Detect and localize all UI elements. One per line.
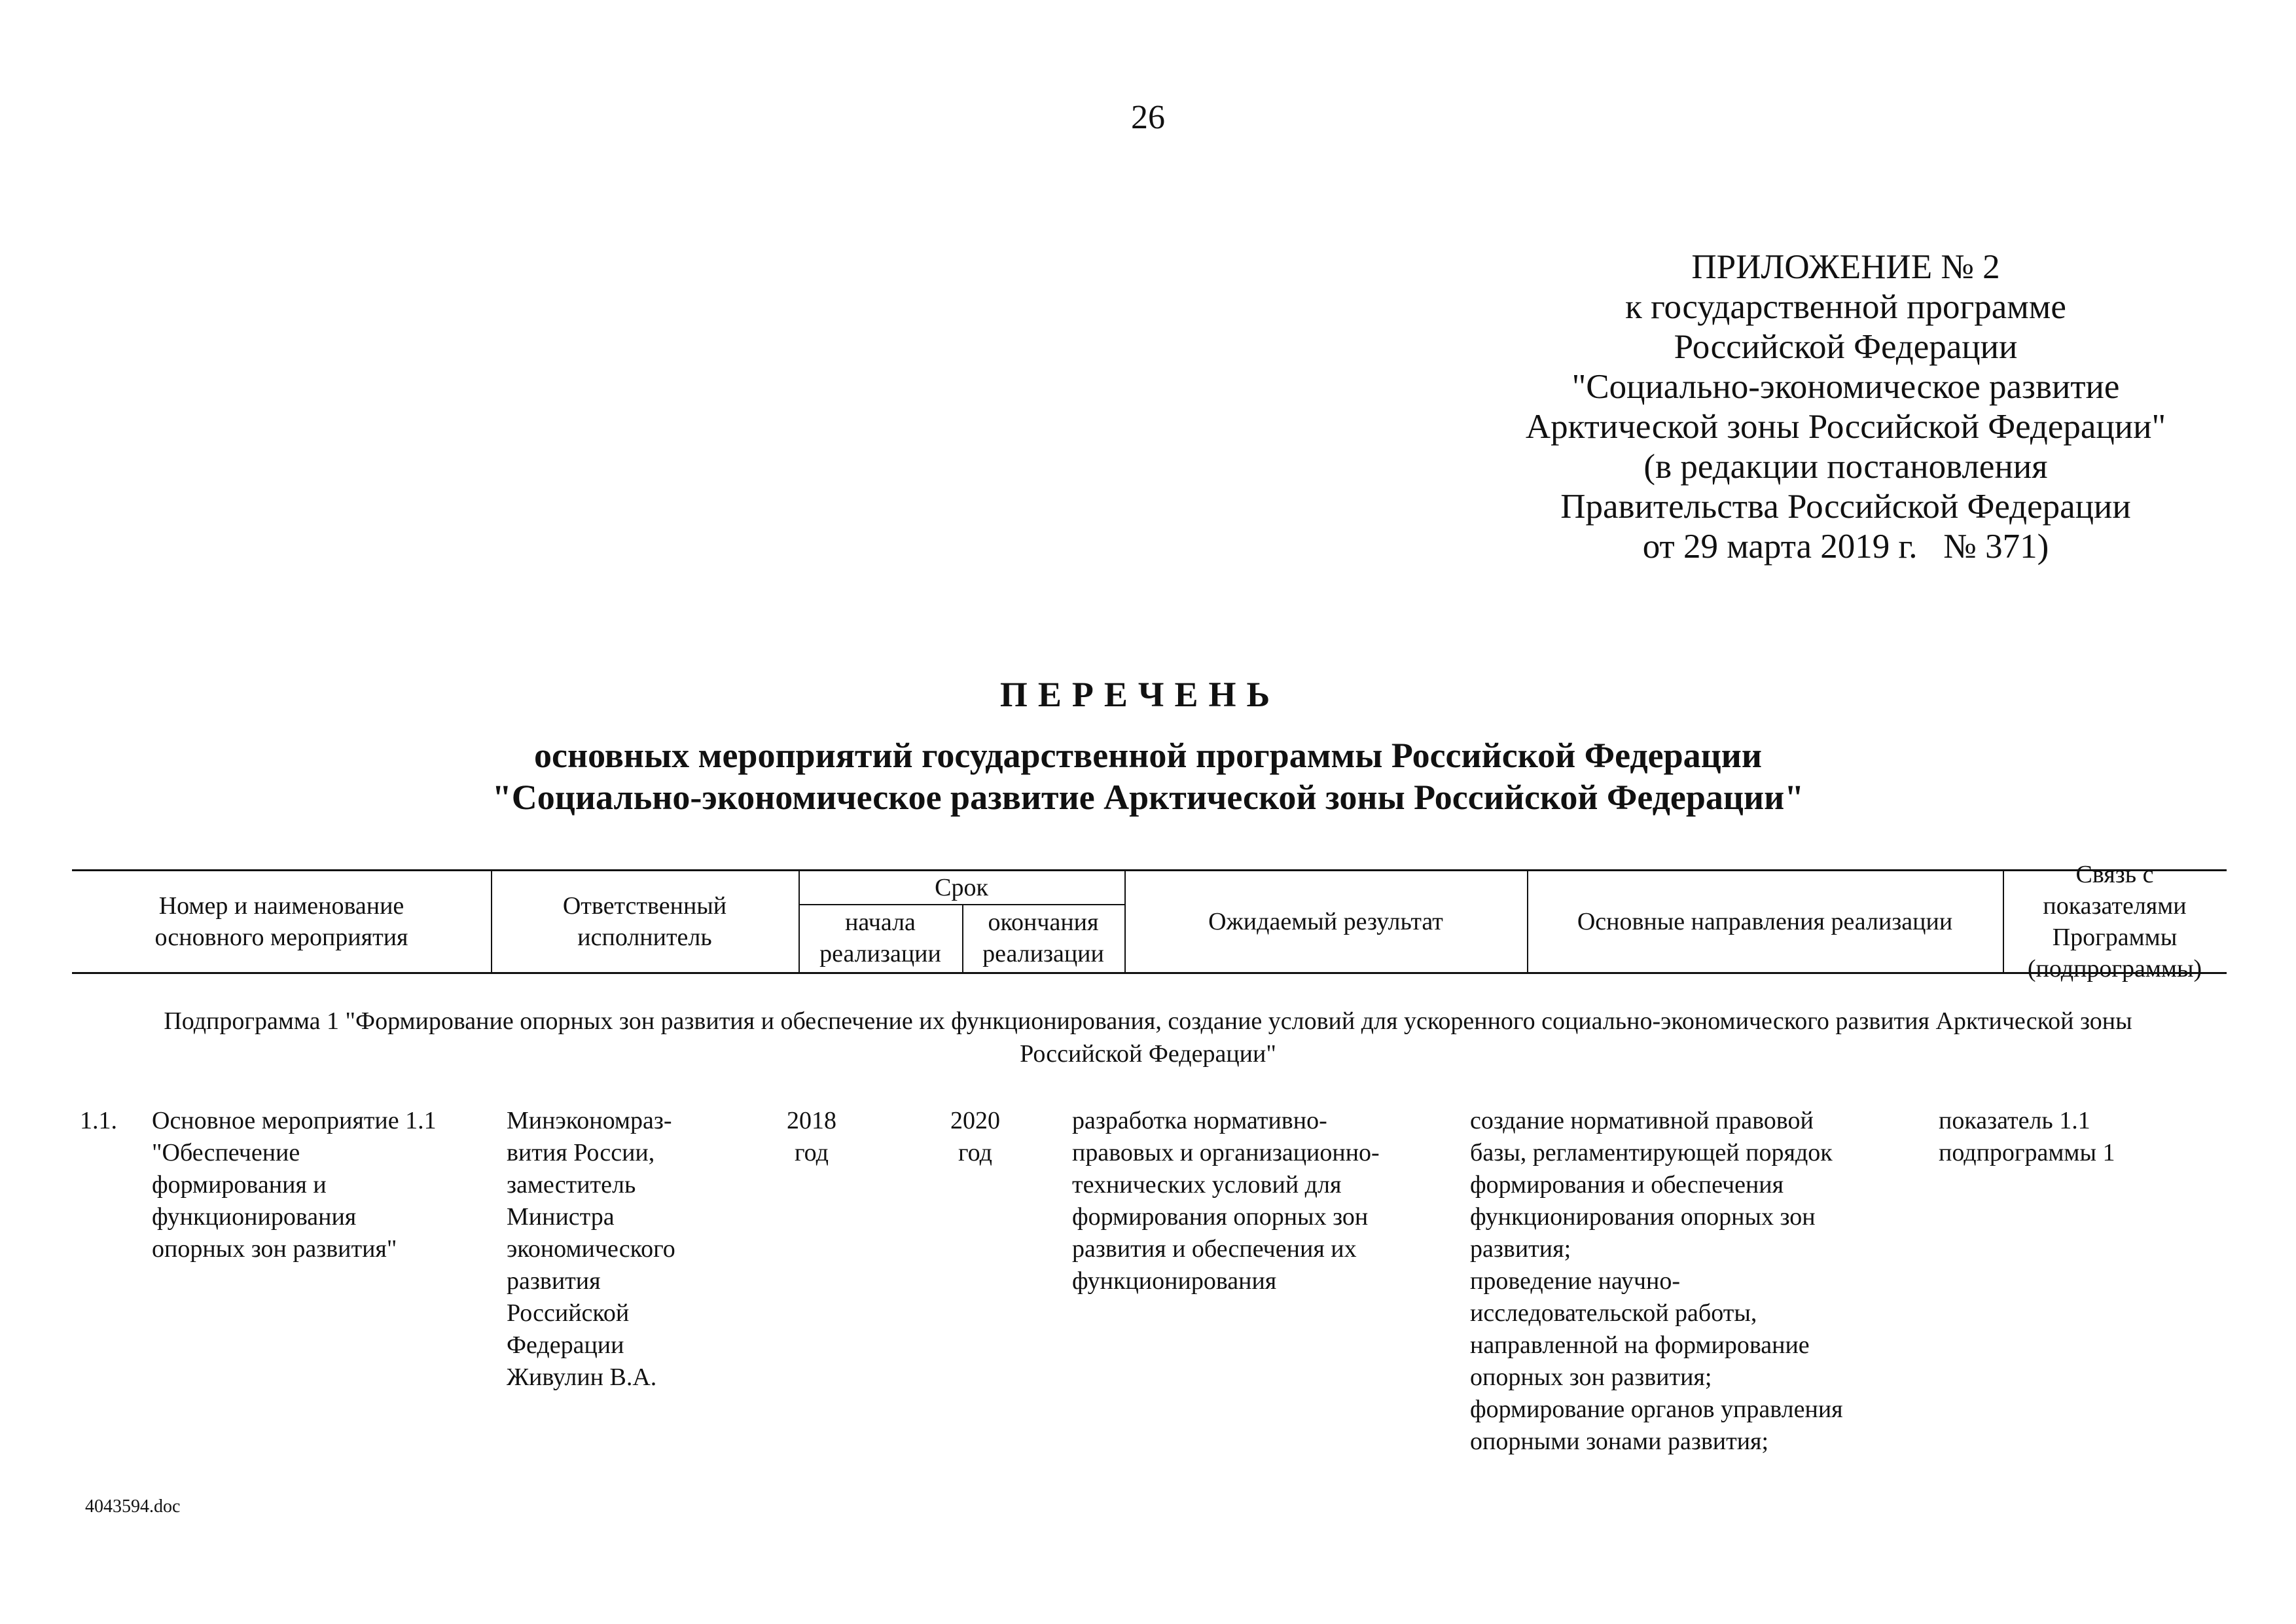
appendix-line: ПРИЛОЖЕНИЕ № 2 <box>1691 248 2000 286</box>
document-title: ПЕРЕЧЕНЬ <box>999 675 1281 714</box>
document-file-code: 4043594.doc <box>85 1496 181 1517</box>
appendix-line: Арктической зоны Российской Федерации" <box>1525 408 2166 446</box>
document-subtitle <box>363 734 1933 818</box>
row-number: 1.1. <box>80 1107 117 1134</box>
row-measure-name: Основное мероприятие 1.1 "Обеспечение формирования и функционирования опорных зон развития" <box>152 1107 437 1263</box>
row-executor: Минэкономраз- вития России, заместитель Министра экономического развития Российской Федерации Живулин В.А. <box>507 1107 675 1391</box>
header-start: начала реализации <box>819 909 941 967</box>
appendix-header <box>1420 247 2271 567</box>
row-start-year: 2018 год <box>787 1107 836 1166</box>
appendix-line: Правительства Российской Федерации <box>1560 488 2131 526</box>
measures-table <box>72 861 2227 983</box>
header-indicators: Связь с показателями Программы (подпрограммы) <box>2027 861 2202 983</box>
row-end-year: 2020 год <box>950 1107 1000 1166</box>
row-indicators: показатель 1.1 подпрограммы 1 <box>1939 1107 2115 1166</box>
appendix-line: "Социально-экономическое развитие <box>1571 368 2120 406</box>
header-executor: Ответственный исполнитель <box>562 892 727 951</box>
subtitle-line: основных мероприятий государственной программы Российской Федерации <box>533 736 1763 775</box>
table-header <box>72 861 2227 983</box>
header-end: окончания реализации <box>982 909 1104 967</box>
subtitle-line: "Социально-экономическое развитие Арктической зоны Российской Федерации" <box>492 778 1804 817</box>
header-name: Номер и наименование основного мероприятия <box>154 892 408 951</box>
row-expected-result: разработка нормативно- правовых и организационно- технических условий для формирования опорных зон развития и обеспечения их функционирования <box>1072 1107 1380 1295</box>
header-term: Срок <box>935 874 988 901</box>
appendix-line: от 29 марта 2019 г. № 371) <box>1642 528 2049 566</box>
page-number: 26 <box>1131 99 1165 136</box>
row-directions: создание нормативной правовой базы, регламентирующей порядок формирования и обеспечения функционирования опорных зон развития; проведение научно- исследовательской работы, направленной на формирование опорных зон развития; формирование органов управления опорными зонами развития; <box>1470 1107 1843 1455</box>
appendix-line: Российской Федерации <box>1674 328 2018 366</box>
appendix-line: к государственной программе <box>1625 288 2066 326</box>
appendix-line: (в редакции постановления <box>1643 448 2048 486</box>
header-result: Ожидаемый результат <box>1208 908 1443 935</box>
subprogram-heading: Подпрограмма 1 "Формирование опорных зон развития и обеспечение их функционирования, создание условий для ускоренного социально-экономического развития Арктической зоны Российской Федерации" <box>164 1007 2132 1068</box>
header-directions: Основные направления реализации <box>1577 908 1953 935</box>
